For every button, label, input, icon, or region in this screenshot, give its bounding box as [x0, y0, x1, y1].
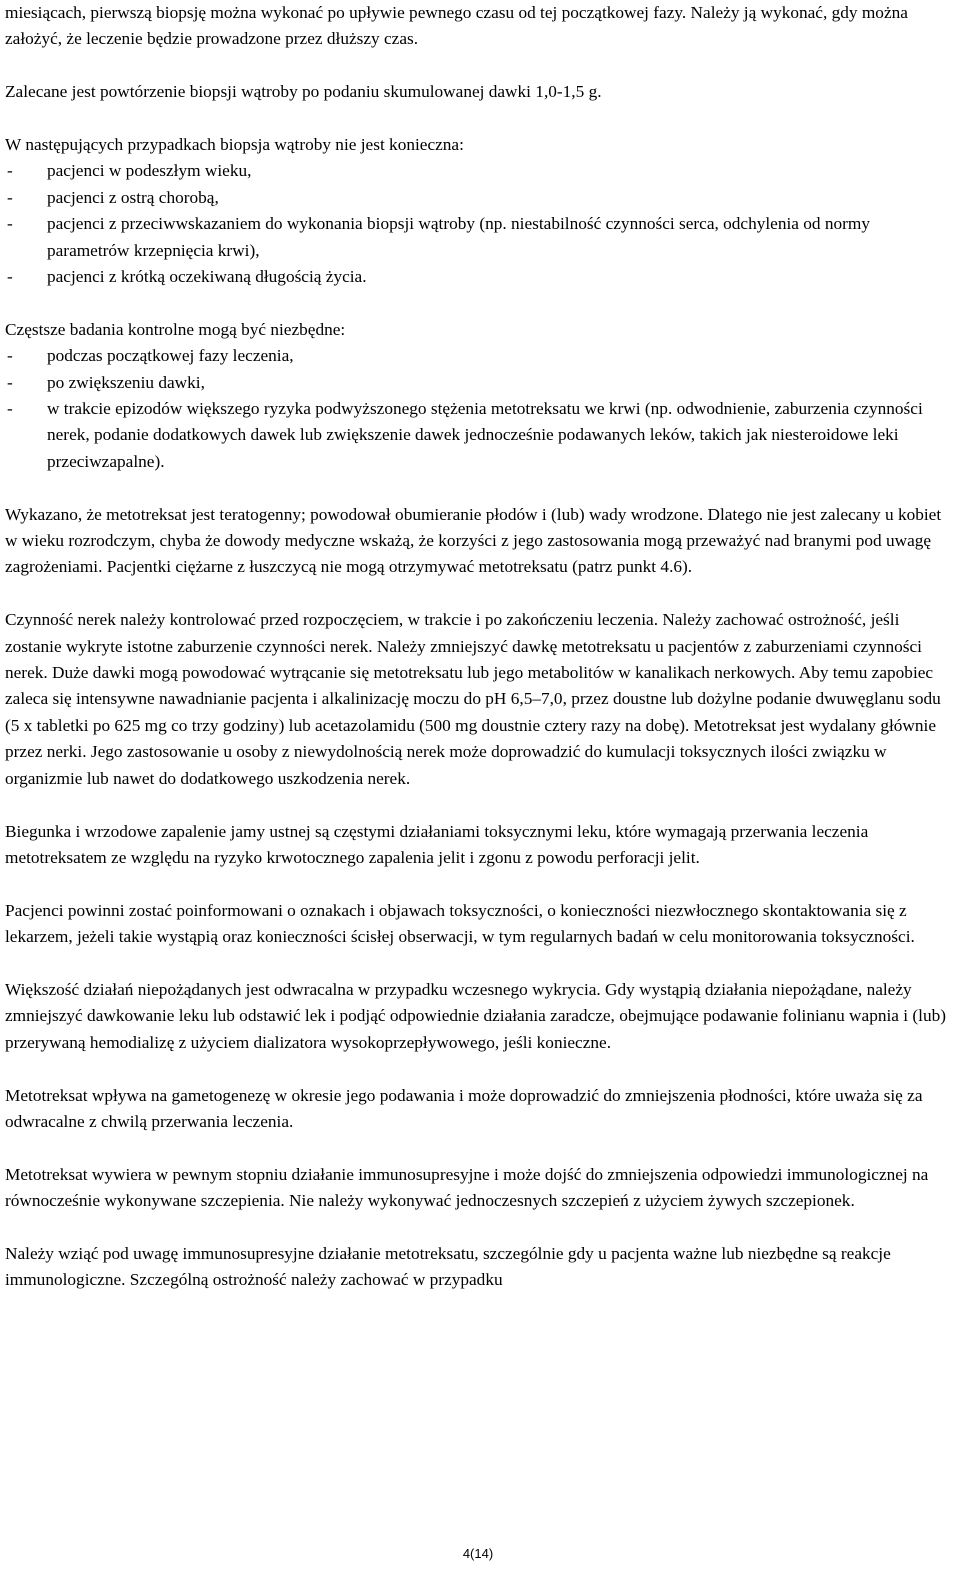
paragraph — [5, 607, 955, 792]
paragraph — [5, 977, 955, 1056]
list-item-text: podczas początkowej fazy leczenia, — [47, 346, 294, 366]
list-item — [5, 158, 955, 184]
paragraph — [5, 898, 955, 951]
list-section — [5, 317, 955, 475]
list-intro: Częstsze badania kontrolne mogą być niezbędne: — [5, 319, 346, 339]
bullet-list — [5, 343, 955, 475]
list-marker: - — [7, 346, 13, 366]
paragraph — [5, 1241, 955, 1294]
list-marker: - — [7, 267, 13, 287]
list-item — [5, 185, 955, 211]
paragraph — [5, 1162, 955, 1215]
page-number — [0, 1546, 960, 1562]
paragraph — [5, 819, 955, 872]
paragraph-text: Należy wziąć pod uwagę immunosupresyjne działanie metotreksatu, szczególnie gdy u pacjenta ważne lub niezbędne są reakcje immunologiczne. Szczególną ostrożność należy zachować w przypadku — [5, 1243, 891, 1290]
paragraph — [5, 79, 955, 105]
list-item — [5, 396, 955, 475]
paragraph-text: Czynność nerek należy kontrolować przed rozpoczęciem, w trakcie i po zakończeniu leczenia. Należy zachować ostrożność, jeśli zostanie wykryte istotne zaburzenie czynności nerek. Należy zmniejszyć dawkę metotreksatu u pacjentów z zaburzeniami czynności nerek. Duże dawki mogą powodować wytrącanie się metotreksatu lub jego metabolitów w kanalikach nerkowych. Aby temu zapobiec zaleca się intensywne nawadnianie pacjenta i alkalinizację moczu do pH 6,5–7,0, przez doustne lub dożylne podanie dwuwęglanu sodu (5 x tabletki po 625 mg co trzy godziny) lub acetazolamidu (500 mg doustnie cztery razy na dobę). Metotreksat jest wydalany głównie przez nerki. Jego zastosowanie u osoby z niewydolnością nerek może doprowadzić do kumulacji toksycznych ilości związku w organizmie lub nawet do dodatkowego uszkodzenia nerek. — [5, 610, 941, 788]
paragraph — [5, 1083, 955, 1136]
document-body — [5, 0, 955, 1320]
list-item-text: pacjenci z ostrą chorobą, — [47, 187, 219, 207]
paragraph-text: Większość działań niepożądanych jest odwracalna w przypadku wczesnego wykrycia. Gdy wystąpią działania niepożądane, należy zmniejszyć dawkowanie leku lub odstawić lek i podjąć odpowiednie działania zaradcze, obejmujące podawanie folinianu wapnia i (lub) przerywaną hemodializę z użyciem dializatora wysokoprzepływowego, jeśli konieczne. — [5, 979, 946, 1052]
list-item-text: w trakcie epizodów większego ryzyka podwyższonego stężenia metotreksatu we krwi (np. odwodnienie, zaburzenia czynności nerek, podanie dodatkowych dawek lub zwiększenie dawek jednocześnie podawanych leków, takich jak niesteroidowe leki przeciwzapalne). — [47, 399, 923, 471]
list-item-text: pacjenci z przeciwwskazaniem do wykonania biopsji wątroby (np. niestabilność czynności serca, odchylenia od normy parametrów krzepnięcia krwi), — [47, 214, 870, 260]
list-intro: W następujących przypadkach biopsja wątroby nie jest konieczna: — [5, 135, 464, 154]
paragraph — [5, 0, 955, 53]
page-number-text: 4(14) — [462, 1546, 494, 1561]
paragraph-text: Metotreksat wpływa na gametogenezę w okresie jego podawania i może doprowadzić do zmniejszenia płodności, które uważa się za odwracalne z chwilą przerwania leczenia. — [5, 1085, 923, 1131]
list-marker: - — [7, 214, 13, 234]
list-item — [5, 264, 955, 290]
paragraph-text: Zalecane jest powtórzenie biopsji wątroby po podaniu skumulowanej dawki 1,0-1,5 g. — [5, 82, 602, 102]
list-marker: - — [7, 187, 13, 207]
paragraph-text: miesiącach, pierwszą biopsję można wykonać po upływie pewnego czasu od tej początkowej fazy. Należy ją wykonać, gdy można założyć, że leczenie będzie prowadzone przez dłuższy czas. — [5, 3, 908, 49]
paragraph-text: Metotreksat wywiera w pewnym stopniu działanie immunosupresyjne i może dojść do zmniejszenia odpowiedzi immunologicznej na równocześnie wykonywane szczepienia. Nie należy wykonywać jednoczesnych szczepień z użyciem żywych szczepionek. — [5, 1164, 929, 1211]
list-item — [5, 343, 955, 369]
list-section — [5, 132, 955, 290]
list-item-text: pacjenci w podeszłym wieku, — [47, 161, 252, 181]
paragraph-text: Biegunka i wrzodowe zapalenie jamy ustnej są częstymi działaniami toksycznymi leku, które wymagają przerwania leczenia metotreksatem ze względu na ryzyko krwotocznego zapalenia jelit i zgonu z powodu perforacji jelit. — [5, 821, 869, 867]
paragraph — [5, 502, 955, 581]
list-item-text: po zwiększeniu dawki, — [47, 372, 205, 392]
paragraph-text: Wykazano, że metotreksat jest teratogenny; powodował obumieranie płodów i (lub) wady wrodzone. Dlatego nie jest zalecany u kobiet w wieku rozrodczym, chyba że dowody medyczne wskażą, że korzyści z jego zastosowania mogą przeważyć nad branymi pod uwagę zagrożeniami. Pacjentki ciężarne z łuszczycą nie mogą otrzymywać metotreksatu (patrz punkt 4.6). — [5, 504, 942, 577]
list-marker: - — [7, 161, 13, 181]
list-item — [5, 211, 955, 264]
list-item — [5, 370, 955, 396]
bullet-list — [5, 158, 955, 290]
list-marker: - — [7, 399, 13, 419]
list-item-text: pacjenci z krótką oczekiwaną długością życia. — [47, 267, 367, 287]
list-marker: - — [7, 372, 13, 392]
paragraph-text: Pacjenci powinni zostać poinformowani o oznakach i objawach toksyczności, o konieczności niezwłocznego skontaktowania się z lekarzem, jeżeli takie wystąpią oraz konieczności ścisłej obserwacji, w tym regularnych badań w celu monitorowania toksyczności. — [5, 900, 915, 947]
